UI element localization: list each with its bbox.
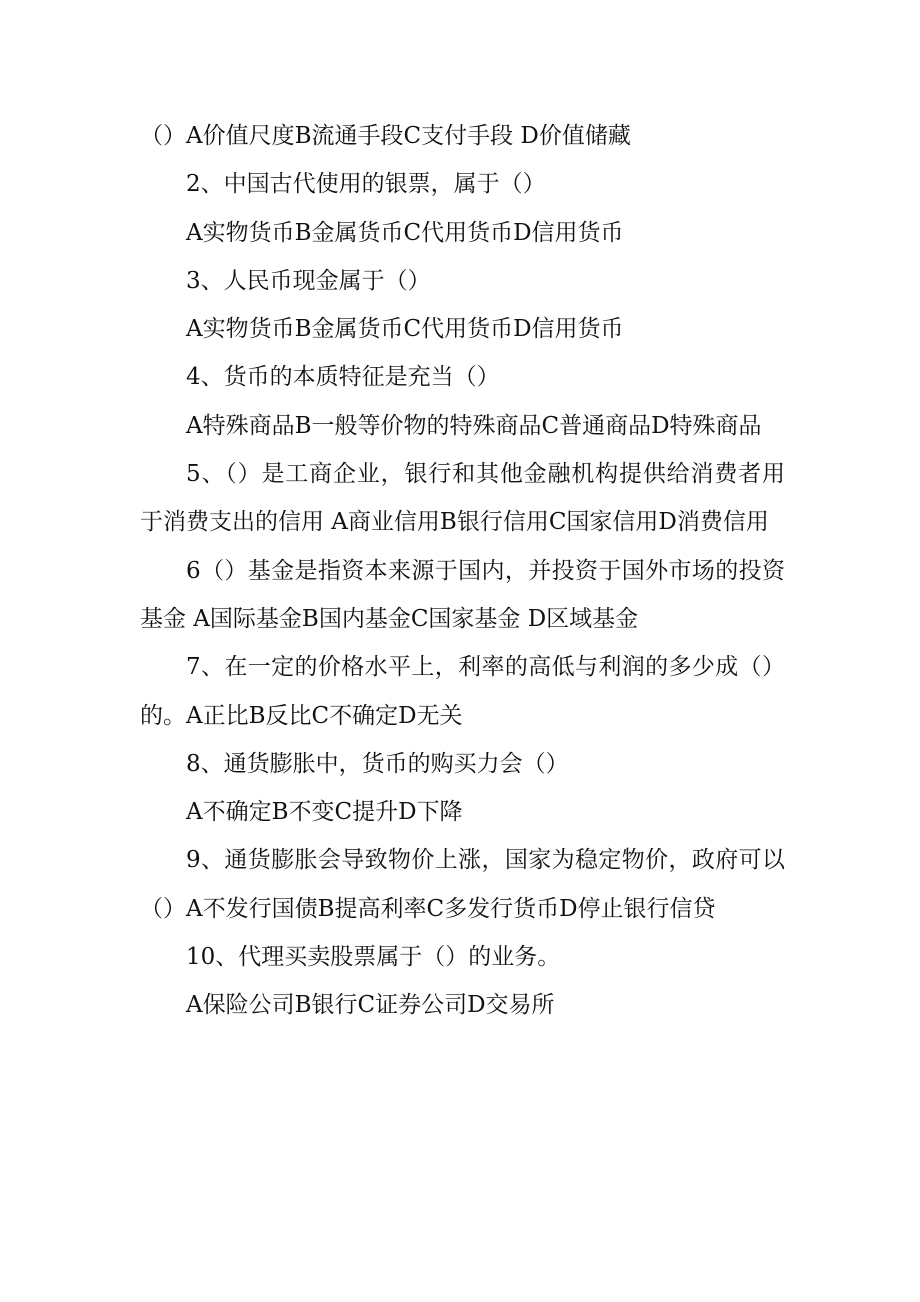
paragraph-10: 7、在一定的价格水平上，利率的高低与利润的多少成（）的。A正比B反比C不确定D无关 (140, 654, 785, 729)
document-body (140, 112, 785, 1030)
paragraph-12: A不确定B不变C提升D下降 (186, 799, 463, 826)
paragraph-2: 2、中国古代使用的银票，属于（） (186, 171, 546, 198)
paragraph-5: A实物货币B金属货币C代用货币D信用货币 (186, 316, 624, 343)
paragraph-8: 5、（）是工商企业，银行和其他金融机构提供给消费者用于消费支出的信用 A商业信用B银行信用C国家信用D消费信用 (140, 461, 785, 536)
paragraph-15: A保险公司B银行C证券公司D交易所 (186, 992, 555, 1019)
paragraph-7: A特殊商品B一般等价物的特殊商品C普通商品D特殊商品 (186, 412, 762, 439)
paragraph-1: （）A价值尺度B流通手段C支付手段 D价值储藏 (140, 123, 631, 149)
paragraph-11: 8、通货膨胀中，货币的购买力会（） (186, 750, 569, 777)
paragraph-9: 6（）基金是指资本来源于国内，并投资于国外市场的投资基金 A国际基金B国内基金C国家基金 D区域基金 (140, 557, 785, 632)
paragraph-6: 4、货币的本质特征是充当（） (186, 364, 500, 391)
paragraph-3: A实物货币B金属货币C代用货币D信用货币 (186, 219, 624, 246)
paragraph-4: 3、人民币现金属于（） (186, 267, 431, 294)
paragraph-13: 9、通货膨胀会导致物价上涨，国家为稳定物价，政府可以（）A不发行国债B提高利率C多发行货币D停止银行信贷 (140, 847, 785, 922)
paragraph-14: 10、代理买卖股票属于（）的业务。 (186, 944, 561, 971)
